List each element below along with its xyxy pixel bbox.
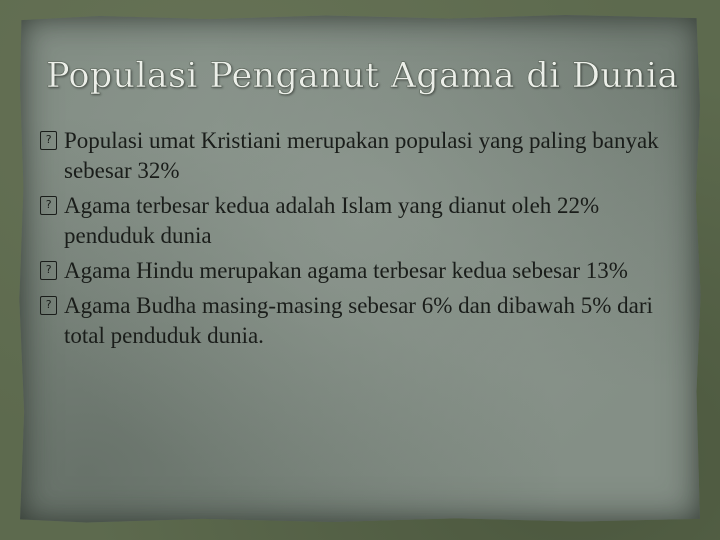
missing-glyph-icon: ? xyxy=(40,296,57,315)
bullet-item xyxy=(40,191,690,251)
bullet-text: Agama Budha masing-masing sebesar 6% dan dibawah 5% dari total penduduk dunia. xyxy=(64,293,653,348)
bullet-text: Agama Hindu merupakan agama terbesar kedua sebesar 13% xyxy=(64,258,628,283)
missing-glyph-icon: ? xyxy=(40,196,57,215)
bullet-item xyxy=(40,126,690,186)
slide-title: Populasi Penganut Agama di Dunia xyxy=(46,56,679,96)
bullet-item xyxy=(40,256,690,286)
bullet-text: Populasi umat Kristiani merupakan populasi yang paling banyak sebesar 32% xyxy=(64,128,659,183)
bullet-item xyxy=(40,291,690,351)
missing-glyph-icon: ? xyxy=(40,131,57,150)
bullet-text: Agama terbesar kedua adalah Islam yang dianut oleh 22% penduduk dunia xyxy=(64,193,600,248)
missing-glyph-icon: ? xyxy=(40,261,57,280)
bullet-list xyxy=(40,126,690,356)
